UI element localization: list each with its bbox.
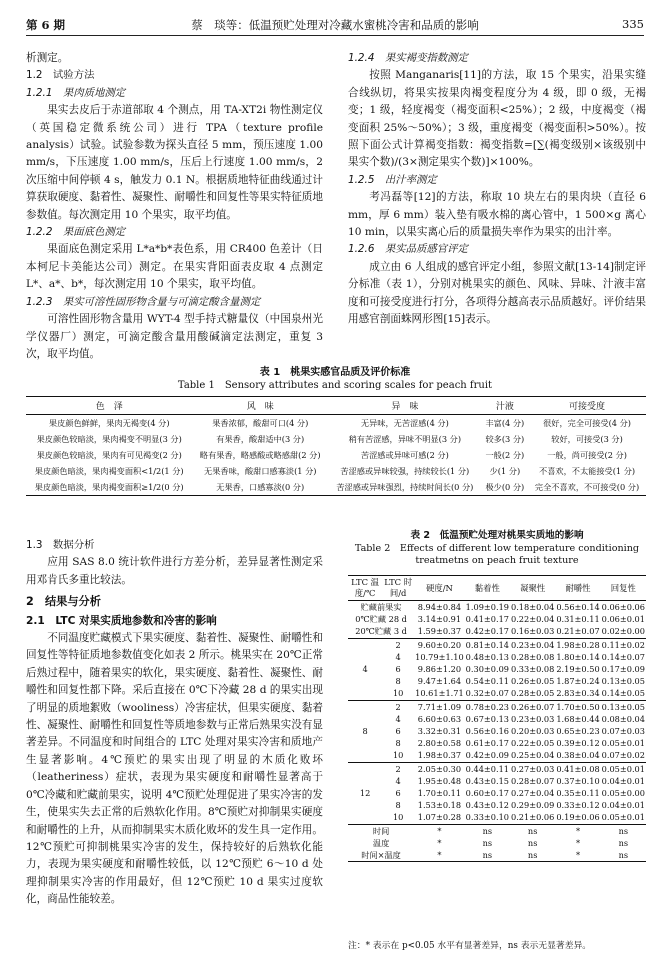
table-cell: ns xyxy=(601,849,646,862)
table-cell: 0.06±0.06 xyxy=(601,602,645,612)
table-cell: ns xyxy=(482,837,493,848)
table-cell: 0.30±0.09 xyxy=(465,664,509,675)
section-heading: 2 结果与分析 xyxy=(26,595,101,609)
table-cell: 9.47±1.64 xyxy=(417,676,462,687)
table-cell: 不喜欢，不太能接受(1 分) xyxy=(539,465,636,476)
table-cell: 0.37±0.10 xyxy=(556,775,600,786)
table-cell: 极少(0 分) xyxy=(482,479,529,496)
table-cell: 1.53±0.18 xyxy=(417,800,462,811)
table-cell: 1.98±0.37 xyxy=(417,750,462,761)
paragraph: 果实去皮后于赤道部取 4 个测点，用 TA-XT2i 物性测定仪（英国稳定微系统公司）进行 TPA（texture profile analysis）试验。试验参数为探头直径 5 mm，预压速度 1.00 mm/s，下压速度 1.00 mm/s，压后上行速度 1.00 mm/s，2 次压缩中间停顿 4 s，触发力 0.1 N。根据质地特征曲线通过计算获取硬度、黏着性、凝聚性、耐嚼性和回复性等果实特征质地参数值。每次测定用 10 个果实，取平均值。 xyxy=(26,104,323,221)
table-cell: 0.22±0.04 xyxy=(511,614,555,625)
table-cell: 0.06±0.01 xyxy=(601,614,645,625)
table-cell: 4 xyxy=(395,713,401,724)
table-row xyxy=(348,651,646,663)
subsection-heading: 1.2.5 出汁率测定 xyxy=(348,173,437,186)
table-cell: 0.61±0.17 xyxy=(465,738,509,749)
table-row xyxy=(348,737,646,749)
table-cell: ns xyxy=(465,849,510,862)
table-row xyxy=(348,749,646,762)
table-cell: 1.95±0.48 xyxy=(417,775,462,786)
section-heading: 1.3 数据分析 xyxy=(26,539,95,551)
table-cell: 有果香，酸甜适中(3 分) xyxy=(216,433,305,444)
issue-number: 第 6 期 xyxy=(26,18,66,32)
table-cell: * xyxy=(414,824,465,837)
table-row xyxy=(26,463,646,479)
table-cell: 0.41±0.17 xyxy=(465,614,509,625)
table-cell: 0.28±0.07 xyxy=(511,775,555,786)
section-heading: 1.2 试验方法 xyxy=(26,69,95,82)
table-cell: 0.11±0.02 xyxy=(601,639,645,650)
table-cell: 温度 xyxy=(372,837,390,848)
table-cell: 8 xyxy=(395,676,401,687)
paragraph: 析测定。 xyxy=(26,52,69,64)
table-cell: 6 xyxy=(395,788,401,799)
table-header-cell: 色 泽 xyxy=(26,397,192,415)
table-row xyxy=(348,799,646,811)
table2-caption xyxy=(348,530,646,568)
table-cell: 10 xyxy=(392,688,404,699)
table-cell: 1.07±0.28 xyxy=(417,812,462,823)
ltc-temperature-cell: 12 xyxy=(348,762,382,824)
table-row xyxy=(348,625,646,638)
table-cell: 3.14±0.91 xyxy=(417,614,462,625)
table-cell: 0.27±0.03 xyxy=(511,763,555,774)
table-row xyxy=(348,713,646,725)
table-cell: 4 xyxy=(395,651,401,662)
table-cell: 0.38±0.04 xyxy=(556,750,600,761)
table-cell: 0.07±0.02 xyxy=(601,750,645,761)
table-cell: 0.05±0.01 xyxy=(601,738,645,749)
table-cell: 果皮颜色暗淡，果肉褐变面积<1/2(1 分) xyxy=(34,465,184,476)
table2-title-en-cont: treatmetns on peach fruit texture xyxy=(415,555,579,566)
running-title: 蔡 琰等：低温预贮处理对冷藏水蜜桃冷害和品质的影响 xyxy=(191,18,479,32)
table-cell: 0.13±0.05 xyxy=(601,701,645,712)
table-row xyxy=(348,613,646,625)
table2-note: 注：* 表示在 p<0.05 水平有显著差异，ns 表示无显著差异。 xyxy=(348,941,592,951)
table-cell: 2.05±0.30 xyxy=(414,762,465,775)
table-cell: 0.67±0.13 xyxy=(465,713,509,724)
table-cell: 0.04±0.01 xyxy=(601,775,645,786)
table-cell: 一般(2 分) xyxy=(485,449,525,460)
table-cell: 0.25±0.04 xyxy=(511,750,555,761)
table-cell: 少(1 分) xyxy=(489,465,521,476)
table-cell: 1.09±0.19 xyxy=(465,602,509,612)
table-cell: 2 xyxy=(382,700,414,713)
table-cell: 果皮颜色较暗淡，果肉有可见褐变(2 分) xyxy=(36,449,182,460)
table-header-cell: 可接受度 xyxy=(528,397,646,415)
table-cell: 0.81±0.14 xyxy=(465,639,509,650)
table-cell: * xyxy=(555,849,600,862)
table-cell: 0.48±0.13 xyxy=(465,651,509,662)
subsection-heading: 1.2.2 果面底色测定 xyxy=(26,226,126,239)
sensory-table xyxy=(26,396,646,496)
table-header-cell: 回复性 xyxy=(601,576,646,601)
table-cell: 0.29±0.09 xyxy=(511,800,555,811)
subsection-heading: 1.2.6 果实品质感官评定 xyxy=(348,243,468,256)
table-cell: 较多(3 分) xyxy=(485,433,525,444)
table-cell: 1.98±0.28 xyxy=(556,639,600,650)
table-cell: 3.32±0.31 xyxy=(417,726,462,737)
table-cell: 0.33±0.10 xyxy=(465,812,509,823)
table-cell: 2.19±0.50 xyxy=(556,664,600,675)
table-cell: 0.26±0.07 xyxy=(511,701,555,712)
paragraph: 按照 Manganaris[11]的方法，取 15 个果实，沿果实缝合线纵切，将果实按果肉褐变程度分为 4 级，即 0 级，无褐变；1 级，轻度褐变（褐变面积<25%）；2 级，中度褐变（褐变面积 25%～50%）；3 级，重度褐变（褐变面积>50%）。按照下面公式计算褐变指数：褐变指数=[∑(褐变级别×该级别中果实个数)/(3×测定果实个数)]×100%。 xyxy=(348,69,646,169)
left-column xyxy=(26,50,323,363)
table1-caption xyxy=(26,366,644,392)
table-cell: 2.83±0.34 xyxy=(556,688,600,699)
table-row xyxy=(348,601,646,614)
table-cell: 完全不喜欢，不可接受(0 分) xyxy=(528,479,646,496)
table-cell: 0.16±0.03 xyxy=(511,626,555,637)
table-cell: 6.60±0.63 xyxy=(417,713,462,724)
table-cell: 0.22±0.05 xyxy=(511,738,555,749)
table-cell: 较好，可接受(3 分) xyxy=(551,433,623,444)
ltc-temperature-cell: 8 xyxy=(348,700,382,762)
table-row xyxy=(348,762,646,775)
table-cell: * xyxy=(575,837,581,848)
table-cell: 苦涩感或异味可感(2 分) xyxy=(360,449,449,460)
table-cell: ns xyxy=(465,824,510,837)
table-cell: 0.23±0.03 xyxy=(511,713,555,724)
table-cell: ns xyxy=(618,837,629,848)
table-cell: 1.80±0.14 xyxy=(556,651,600,662)
table-row xyxy=(348,687,646,700)
subsection-heading: 1.2.3 果实可溶性固形物含量与可滴定酸含量测定 xyxy=(26,295,261,308)
table-cell: 0.04±0.01 xyxy=(601,800,645,811)
table-cell: ns xyxy=(527,837,538,848)
table-cell: 0.33±0.12 xyxy=(556,800,600,811)
table-cell: 0.18±0.04 xyxy=(511,602,555,612)
table-cell: * xyxy=(414,849,465,862)
table-row xyxy=(26,431,646,447)
table-row xyxy=(348,837,646,849)
table-cell: 0.08±0.04 xyxy=(601,713,645,724)
table-row xyxy=(348,675,646,687)
table-cell: 无果香，口感寡淡(0 分) xyxy=(192,479,328,496)
table-header-cell: 异 味 xyxy=(328,397,482,415)
table-cell: 丰富(4 分) xyxy=(485,417,525,428)
table-cell: 0.60±0.17 xyxy=(465,788,509,799)
table-cell: 8 xyxy=(395,800,401,811)
table-cell: 10.79±1.10 xyxy=(415,651,464,662)
table-cell: 0.78±0.23 xyxy=(465,701,509,712)
table-cell: 0.28±0.08 xyxy=(511,651,555,662)
table-row xyxy=(26,447,646,463)
table-cell: 0.32±0.07 xyxy=(465,688,509,699)
paragraph: 应用 SAS 8.0 统计软件进行方差分析，差异显著性测定采用邓肯氏多重比较法。 xyxy=(26,556,323,586)
table-cell: 0.31±0.11 xyxy=(556,614,600,625)
table-cell: 果香浓郁，酸甜可口(4 分) xyxy=(212,417,309,428)
table-row xyxy=(348,700,646,713)
table-row xyxy=(348,638,646,651)
table-cell: 9.86±1.20 xyxy=(417,664,462,675)
table-cell: 稍有苦涩感，异味不明显(3 分) xyxy=(348,433,462,444)
table-cell: 2.80±0.58 xyxy=(417,738,462,749)
table-cell: 6 xyxy=(395,664,401,675)
table-cell: 10 xyxy=(392,750,404,761)
table-cell: 0.26±0.05 xyxy=(511,676,555,687)
page-header xyxy=(26,14,644,36)
table-cell: 时间×温度 xyxy=(348,849,414,862)
table-cell: 6 xyxy=(395,726,401,737)
table-header-cell: LTC 温度/℃ xyxy=(348,576,382,601)
table-cell: 0.05±0.00 xyxy=(601,788,645,799)
table-row xyxy=(348,775,646,787)
table-cell: 一般，尚可接受(2 分) xyxy=(547,449,627,460)
table-cell: 1.70±0.50 xyxy=(556,701,600,712)
table-cell: 略有果香，略感酸或略感甜(2 分) xyxy=(199,449,321,460)
table1-title-zh: 表 1 桃果实感官品质及评价标准 xyxy=(259,367,411,378)
table-header-cell: 凝聚性 xyxy=(510,576,555,601)
table-cell: 2 xyxy=(382,638,414,651)
table-cell: 0.28±0.05 xyxy=(511,688,555,699)
table-cell: 果皮颜色暗淡，果肉褐变面积≥1/2(0 分) xyxy=(26,479,192,496)
table-cell: * xyxy=(437,837,442,848)
table-cell: 4 xyxy=(395,775,401,786)
table-cell: 贮藏前果实 xyxy=(360,602,402,612)
table-cell: 0.14±0.05 xyxy=(601,688,645,699)
table-cell: 0℃贮藏 28 d xyxy=(355,614,407,625)
table-cell: 0.20±0.03 xyxy=(511,726,555,737)
table-cell: 9.60±0.20 xyxy=(414,638,465,651)
table-header-cell: 硬度/N xyxy=(414,576,465,601)
paragraph: 不同温度贮藏模式下果实硬度、黏着性、凝聚性、耐嚼性和回复性等特征质地参数值变化如表 2 所示。桃果实在 20℃正常后熟过程中，随着果实的软化，果实硬度、黏着性、凝聚性、耐嚼性和回复性都下降。采后直接在 0℃下冷藏 28 d 的果实出现了明显的质地絮败（wooliness）冷害症状，但果实硬度、黏着性、凝聚性、耐嚼性和回复性等质地参数与正常后熟果实没有显著差异。不同温度和时间组合的 LTC 处理对果实冷害和质地产生显著影响。4℃预贮的果实出现了明显的木质化败坏（leatheriness）症状，表现为果实硬度和耐嚼性显著高于 0℃冷藏和贮藏前果实，说明 4℃预贮处理促进了果实冷害的发生，使果实失去正常的后熟软化作用。8℃预贮对抑制果实硬度和耐嚼性的上升，从而抑制果实木质化败坏的发生具一定作用。12℃预贮可抑制桃果实冷害的发生，保持较好的后熟软化能力，表现为果实硬度和耐嚼性较低，以 12℃预贮 6～10 d 处理抑制果实冷害的作用最好，但 12℃预贮 10 d 果实过度软化，商品性能较差。 xyxy=(26,632,323,906)
table-cell: 10 xyxy=(392,812,404,823)
table-cell: 0.02±0.00 xyxy=(601,626,645,637)
table-cell: 2 xyxy=(382,762,414,775)
table-cell: ns xyxy=(510,849,555,862)
table-cell: 0.21±0.06 xyxy=(511,812,555,823)
texture-table xyxy=(348,575,646,862)
table-cell: 0.42±0.09 xyxy=(465,750,509,761)
table-cell: 0.41±0.08 xyxy=(556,763,600,774)
table-row xyxy=(348,849,646,862)
table-cell: 8.94±0.84 xyxy=(417,602,462,612)
table-cell: 苦涩感或异味较强，持续较长(1 分) xyxy=(340,465,470,476)
table-cell: 无异味，无苦涩感(4 分) xyxy=(360,417,449,428)
table-cell: 果皮颜色鲜鲜，果肉无褐变(4 分) xyxy=(48,417,170,428)
table-cell: 1.59±0.37 xyxy=(417,626,462,637)
table-cell: 0.05±0.01 xyxy=(601,763,645,774)
table-cell: 0.42±0.17 xyxy=(465,626,509,637)
table2-title-zh: 表 2 低温预贮处理对桃果实质地的影响 xyxy=(410,530,584,541)
table-cell: 10.61±1.71 xyxy=(415,688,464,699)
right-column xyxy=(348,50,646,329)
table-cell: * xyxy=(555,824,600,837)
table-row xyxy=(348,824,646,837)
paragraph: 果面底色测定采用 L*a*b*表色系，用 CR400 色差计（日本柯尼卡美能达公司）测定。在果实背阳面表皮取 4 点测定 L*、a*、b*，每次测定用 10 个果实，取平均值。 xyxy=(26,243,323,291)
table-cell: 果皮颜色较暗淡，果肉褐变不明显(3 分) xyxy=(36,433,182,444)
ltc-temperature-cell: 4 xyxy=(348,638,382,700)
table-cell: 1.70±0.11 xyxy=(417,788,462,799)
table-cell: 0.43±0.12 xyxy=(465,800,509,811)
table-row xyxy=(26,415,646,432)
table-header-cell: LTC 时间/d xyxy=(382,576,414,601)
table-cell: 苦涩感或异味强烈，持续时间长(0 分) xyxy=(328,479,482,496)
table-row xyxy=(348,787,646,799)
page-number: 335 xyxy=(622,17,644,31)
table-cell: ns xyxy=(601,824,646,837)
table-cell: 0.54±0.11 xyxy=(465,676,509,687)
table-cell: ns xyxy=(510,824,555,837)
table-cell: 0.39±0.12 xyxy=(556,738,600,749)
table-cell: 7.71±1.09 xyxy=(414,700,465,713)
section-heading: 2.1 LTC 对果实质地参数和冷害的影响 xyxy=(26,614,217,627)
table-row xyxy=(348,663,646,675)
table-cell: 时间 xyxy=(348,824,414,837)
table-cell: 0.33±0.08 xyxy=(511,664,555,675)
paragraph: 考冯磊等[12]的方法，称取 10 块左右的果肉块（直径 6 mm，厚 6 mm）装入垫有吸水棉的离心管中，1 500×g 离心 10 min，以果实离心后的质量损失率作为果实的出汁率。 xyxy=(348,191,646,239)
table-header-cell: 汁液 xyxy=(482,397,529,415)
table1-title-en: Table 1 Sensory attributes and scoring scales for peach fruit xyxy=(177,380,493,391)
table-cell: 8 xyxy=(395,738,401,749)
table-header-cell: 风 味 xyxy=(192,397,328,415)
table-cell: 0.19±0.06 xyxy=(556,812,600,823)
table-row xyxy=(26,479,646,496)
subsection-heading: 1.2.1 果肉质地测定 xyxy=(26,86,126,99)
table-header-cell: 耐嚼性 xyxy=(555,576,600,601)
table-header-cell: 黏着性 xyxy=(465,576,510,601)
table-cell: 0.13±0.05 xyxy=(601,676,645,687)
table-row xyxy=(348,725,646,737)
table-cell: 0.44±0.11 xyxy=(465,763,509,774)
paragraph: 成立由 6 人组成的感官评定小组，参照文献[13-14]制定评分标准（表 1），分别对桃果实的颜色、风味、异味、汁液丰富度和可接受度进行打分，各项得分越高表示品质越好。评价结果用感官剖面蛛网形图[15]表示。 xyxy=(348,260,646,326)
table-cell: 0.05±0.01 xyxy=(601,812,645,823)
table-cell: 1.68±0.44 xyxy=(556,713,600,724)
table-cell: 0.27±0.04 xyxy=(511,788,555,799)
table-cell: 0.35±0.11 xyxy=(556,788,600,799)
table-cell: 0.17±0.09 xyxy=(601,664,645,675)
table-cell: 0.56±0.14 xyxy=(556,602,600,612)
table-cell: 1.87±0.24 xyxy=(556,676,600,687)
table-cell: 0.43±0.15 xyxy=(465,775,509,786)
table-row xyxy=(348,811,646,824)
table-cell: 很好，完全可接受(4 分) xyxy=(543,417,631,428)
table-cell: 0.21±0.07 xyxy=(556,626,600,637)
subsection-heading: 1.2.4 果实褐变指数测定 xyxy=(348,52,468,64)
left-column-lower xyxy=(26,537,323,909)
table-cell: 无果香味，酸甜口感寡淡(1 分) xyxy=(204,465,317,476)
table2-title-en: Table 2 Effects of different low temperature conditioning xyxy=(354,542,640,554)
table-cell: 0.07±0.03 xyxy=(601,726,645,737)
table-cell: 0.14±0.07 xyxy=(601,651,645,662)
table-cell: 0.65±0.23 xyxy=(556,726,600,737)
table-cell: 0.23±0.04 xyxy=(511,639,555,650)
paragraph: 可溶性固形物含量用 WYT-4 型手持式糖量仪（中国泉州光学仪器厂）测定，可滴定酸含量用酸碱滴定法测定，重复 3 次，取平均值。 xyxy=(26,313,323,360)
table-cell: 20℃贮藏 3 d xyxy=(355,626,407,637)
table-cell: 0.56±0.16 xyxy=(465,726,509,737)
